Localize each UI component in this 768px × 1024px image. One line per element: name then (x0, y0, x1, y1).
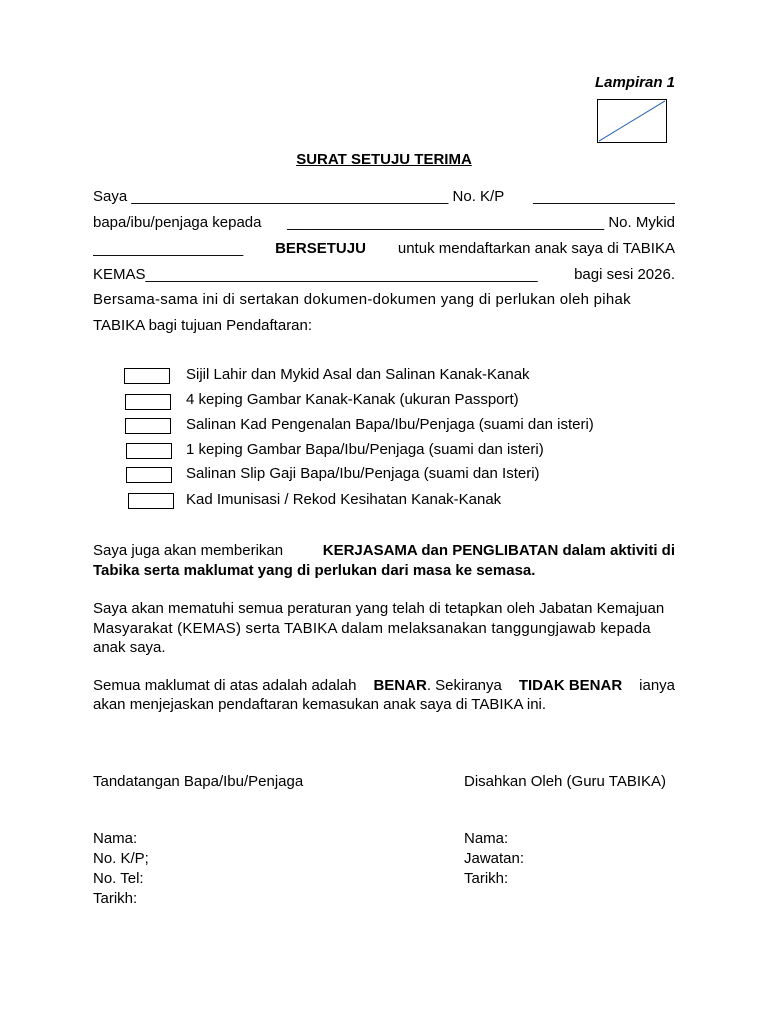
true-bold-text: BENAR (373, 677, 427, 694)
checkbox-parent-ic[interactable] (125, 418, 171, 434)
not-true-bold-text: TIDAK BENAR (518, 677, 623, 694)
checkbox-child-photo[interactable] (125, 394, 171, 410)
cooperation-line-2 (93, 562, 675, 580)
parent-name-label: Nama: (93, 830, 138, 847)
truth-text: Semua maklumat di atas adalah adalah (93, 677, 357, 694)
parent-date-label: Tarikh: (93, 890, 138, 907)
guardian-label: bapa/ibu/penjaga kepada (93, 214, 262, 231)
checkbox-birth-cert[interactable] (124, 368, 170, 384)
cooperation-line-1 (93, 542, 675, 560)
checklist-item-label: 4 keping Gambar Kanak-Kanak (ukuran Passport) (186, 391, 519, 408)
session-text: bagi sesi 2026. (574, 266, 675, 283)
name-field-line[interactable]: Saya ______________________________________ No. K/P (93, 188, 505, 205)
parent-signature-title: Tandatangan Bapa/Ibu/Penjaga (93, 773, 304, 790)
parent-phone-label: No. Tel: (93, 870, 144, 887)
teacher-date-label: Tarikh: (464, 870, 509, 887)
cooperation-bold-text: KERJASAMA dan PENGLIBATAN dalam aktiviti di (322, 542, 675, 559)
truth-mid-text: . Sekiranya (426, 677, 502, 694)
tabika-name-field-line[interactable]: KEMAS_______________________________________________ (93, 266, 538, 283)
intro-line-2 (93, 214, 675, 232)
checklist-item-label: Kad Imunisasi / Rekod Kesihatan Kanak-Kanak (186, 491, 502, 508)
intro-line-5: Bersama-sama ini di sertakan dokumen-dokumen yang di perlukan oleh pihak (93, 291, 631, 308)
compliance-line-3: anak saya. (93, 639, 166, 656)
compliance-line-1: Saya akan mematuhi semua peraturan yang telah di tetapkan oleh Jabatan Kemajuan (93, 600, 665, 617)
checklist-item-label: Salinan Kad Pengenalan Bapa/Ibu/Penjaga (suami dan isteri) (186, 416, 594, 433)
ic-number-blank[interactable]: _________________ (533, 188, 675, 205)
mykid-number-blank[interactable]: __________________ (93, 240, 244, 257)
checkbox-salary-slip[interactable] (126, 467, 172, 483)
teacher-signature-title: Disahkan Oleh (Guru TABIKA) (464, 773, 667, 790)
intro-line-6: TABIKA bagi tujuan Pendaftaran: (93, 317, 313, 334)
diagonal-line-icon (598, 100, 666, 142)
child-name-field-line[interactable]: ______________________________________ No. Mykid (287, 214, 675, 231)
compliance-line-2: Masyarakat (KEMAS) serta TABIKA dalam melaksanakan tanggungjawab kepada (93, 620, 651, 637)
checkbox-parent-photo[interactable] (126, 443, 172, 459)
checklist-item-label: Sijil Lahir dan Mykid Asal dan Salinan Kanak-Kanak (186, 366, 530, 383)
intro-line-1 (93, 188, 675, 206)
intro-line-4 (93, 266, 675, 284)
attachment-label: Lampiran 1 (594, 74, 675, 91)
checklist-item-label: 1 keping Gambar Bapa/Ibu/Penjaga (suami dan isteri) (186, 441, 544, 458)
checkbox-immunisation[interactable] (128, 493, 174, 509)
agree-bold-text: BERSETUJU (275, 240, 366, 257)
checklist-item-label: Salinan Slip Gaji Bapa/Ibu/Penjaga (suami dan Isteri) (186, 465, 540, 482)
teacher-name-label: Nama: (464, 830, 509, 847)
intro-line-3-text: untuk mendaftarkan anak saya di TABIKA (397, 240, 675, 257)
truth-line-2: akan menjejaskan pendaftaran kemasukan anak saya di TABIKA ini. (93, 696, 547, 713)
truth-line-1 (93, 677, 675, 695)
document-title: SURAT SETUJU TERIMA (296, 151, 472, 168)
intro-line-3 (93, 240, 675, 258)
truth-post-text: ianya (639, 677, 675, 694)
teacher-position-label: Jawatan: (464, 850, 525, 867)
parent-ic-label: No. K/P; (93, 850, 149, 867)
cooperation-text: Saya juga akan memberikan (93, 542, 284, 559)
photo-placeholder-box (597, 99, 667, 143)
cooperation-bold-text-2: Tabika serta maklumat yang di perlukan dari masa ke semasa. (93, 562, 536, 579)
